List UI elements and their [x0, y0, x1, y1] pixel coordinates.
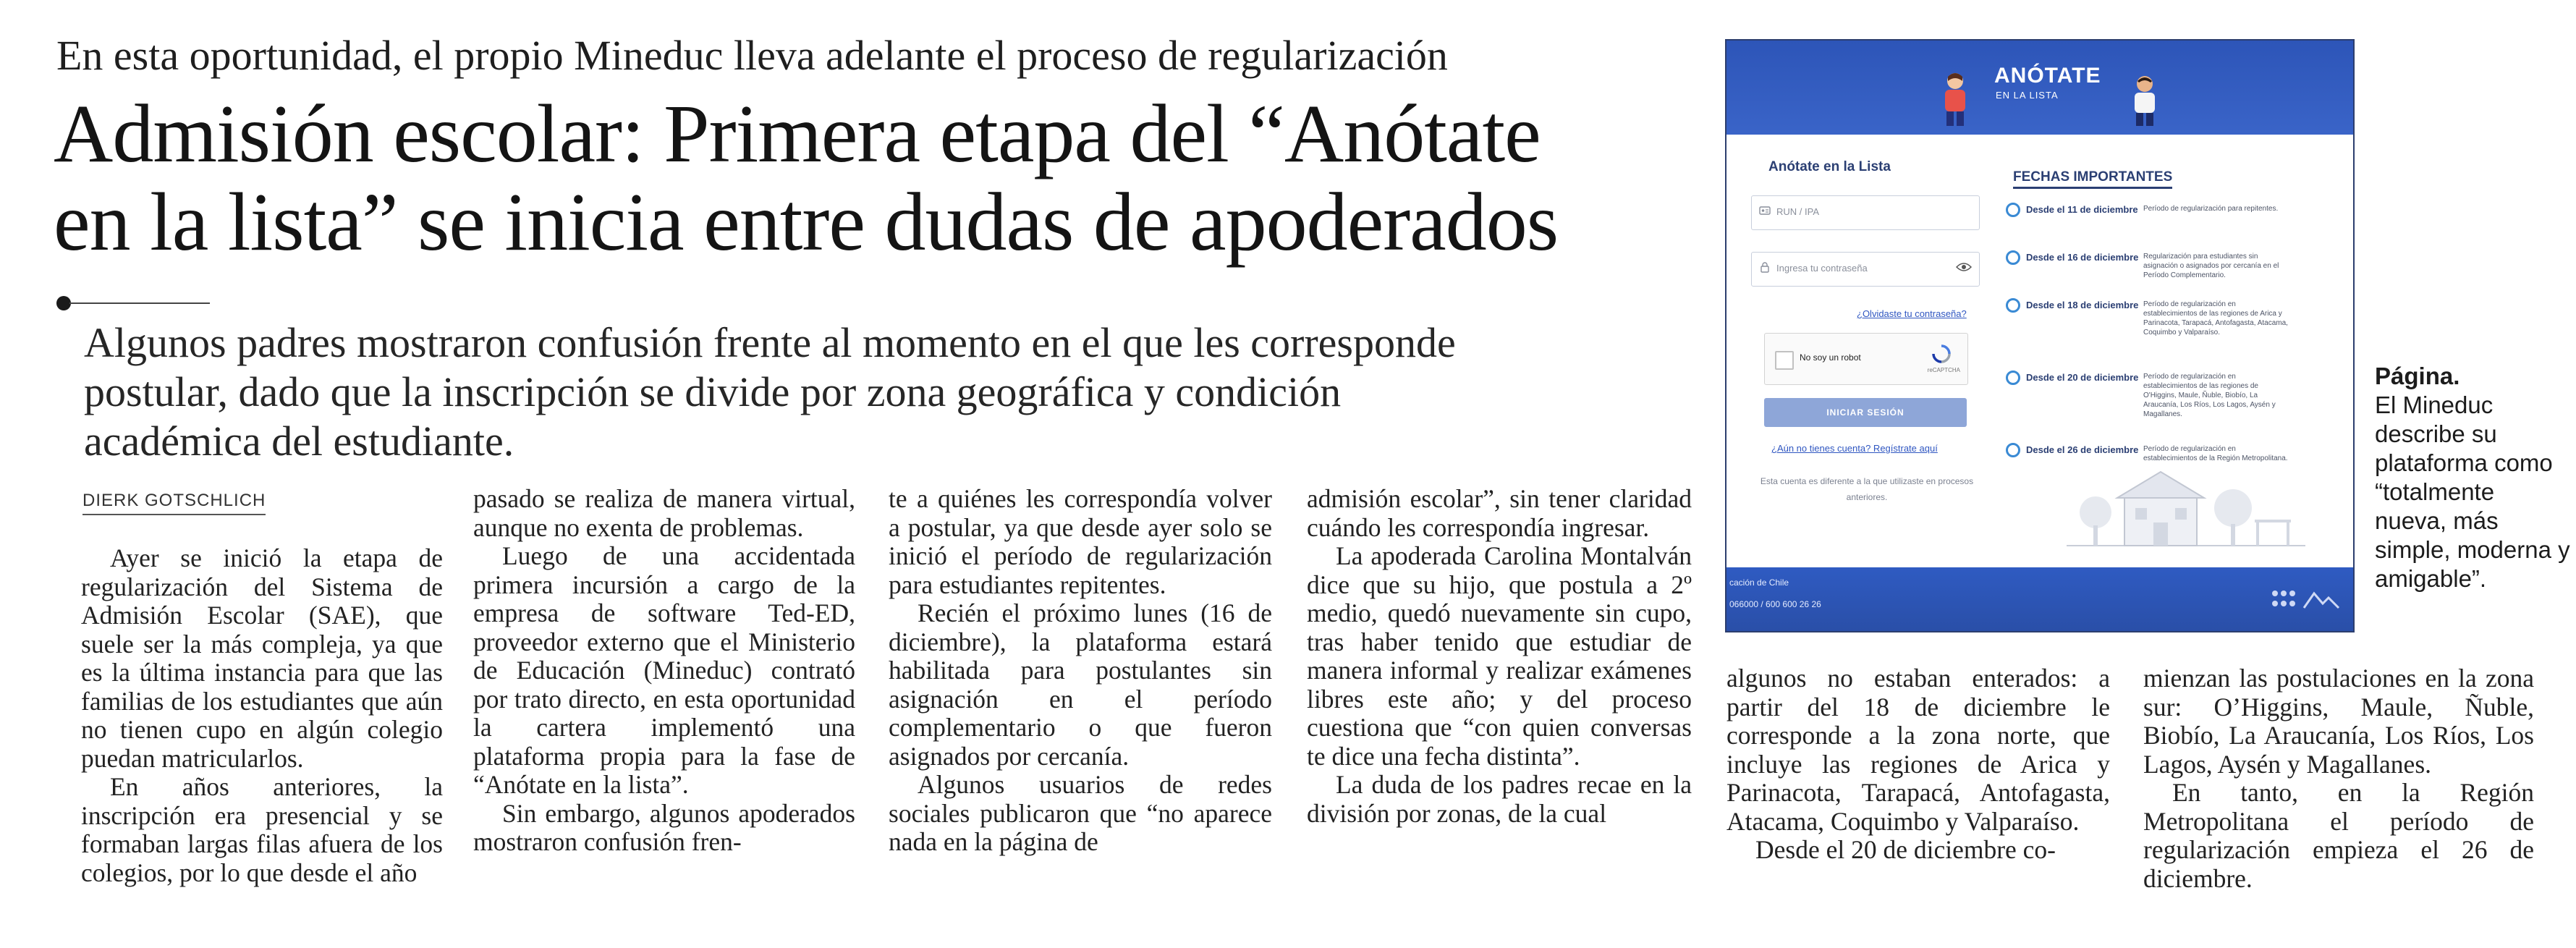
lock-icon	[1759, 261, 1771, 273]
student-figure-icon	[2124, 74, 2165, 127]
deck-line: Algunos padres mostraron confusión frente al momento en el que les corresponde	[84, 319, 1456, 366]
captcha-label: No soy un robot	[1800, 352, 1861, 363]
byline: DIERK GOTSCHLICH	[82, 491, 266, 515]
photo-caption	[2375, 362, 2570, 593]
article-deck	[84, 318, 1726, 466]
article-headline	[54, 90, 1740, 266]
forgot-password-link[interactable]: ¿Olvidaste tu contraseña?	[1857, 308, 1967, 319]
date-desc: Período de regularización en establecimientos de la Región Metropolitana.	[2143, 445, 2288, 462]
paragraph: En años anteriores, la inscripción era presencial y se formaban largas filas afuera de los colegios, por lo que desde el año	[81, 772, 443, 887]
caption-title: Página.	[2375, 363, 2460, 389]
paragraph: Luego de una accidentada primera incursión a cargo de la empresa de software Ted-ED, proveedor externo que el Ministerio de Educación (Mineduc) contrató por trato directo, en esta oportunidad la cartera implementó una plataforma propia para la fase de “Anótate en la lista”.	[473, 541, 855, 799]
paragraph: Desde el 20 de diciembre co-	[1755, 835, 2056, 864]
screenshot-footer	[1726, 567, 2353, 631]
paragraph: Recién el próximo lunes (16 de diciembre), la plataforma estará habilitada para postulantes sin asignación en el período complementario o que fueron asignados por cercanía.	[889, 598, 1272, 771]
paragraph: Sin embargo, algunos apoderados mostraron confusión fren-	[473, 798, 855, 856]
rut-placeholder: RUN / IPA	[1776, 206, 1819, 217]
paragraph: algunos no estaban enterados: a partir del 18 de diciembre le corresponde a la zona norte, que incluye las regiones de Arica y Parinacota, Tarapacá, Antofagasta, Atacama, Coquimbo y Valparaíso.	[1726, 664, 2110, 836]
anotate-logo-sub: EN LA LISTA	[1996, 90, 2059, 101]
deck-line: postular, dado que la inscripción se divide por zona geográfica y condición	[84, 368, 1342, 415]
article-kicker: En esta oportunidad, el propio Mineduc lleva adelante el proceso de regularización	[56, 32, 1448, 79]
paragraph: La duda de los padres recae en la división por zonas, de la cual	[1307, 770, 1692, 828]
date-label: Desde el 11 de diciembre	[2026, 204, 2138, 215]
eye-icon[interactable]	[1956, 262, 1972, 272]
student-figure-icon	[1935, 71, 1975, 127]
rule-dot	[56, 296, 71, 310]
account-note: Esta cuenta es diferente a la que utilizaste en procesos anteriores.	[1760, 476, 1974, 502]
body-column-5	[1726, 664, 2110, 865]
date-desc: Período de regularización en establecimientos de las regiones de Arica y Parinacota, Tarapacá, Antofagasta, Atacama, Coquimbo y Valparaíso.	[2143, 300, 2288, 337]
date-desc: Regularización para estudiantes sin asignación o asignados por cercanía en el Período Complementario.	[2143, 253, 2279, 279]
deck-line: académica del estudiante.	[84, 418, 514, 465]
captcha-checkbox[interactable]	[1775, 351, 1794, 370]
register-link[interactable]: ¿Aún no tienes cuenta? Regístrate aquí	[1771, 443, 1938, 454]
mineduc-logo-icon	[2269, 586, 2342, 612]
date-desc: Período de regularización para repitentes.	[2143, 205, 2279, 213]
body-column-3	[889, 485, 1272, 857]
screenshot-header	[1726, 41, 2353, 135]
date-label: Desde el 26 de diciembre	[2026, 444, 2139, 455]
paragraph: La apoderada Carolina Montalván dice que su hijo, que postula a 2º medio, quedó nuevamente sin cupo, tras haber tenido que estudiar de manera informal y realizar exámenes libres este año; y del proceso cuestiona que “con quien conversas te dice una fecha distinta”.	[1307, 541, 1692, 771]
body-column-4	[1307, 485, 1692, 828]
login-button[interactable]: INICIAR SESIÓN	[1764, 398, 1967, 427]
body-column-1	[81, 544, 443, 887]
clock-icon	[2006, 371, 2020, 385]
date-label: Desde el 20 de diciembre	[2026, 372, 2139, 383]
paragraph: Algunos usuarios de redes sociales publicaron que “no aparece nada en la página de	[889, 770, 1272, 856]
date-desc: Período de regularización en establecimientos de las regiones de O'Higgins, Maule, Ñuble, Biobío, La Araucanía, Los Ríos, Los Lagos, Aysén y Magallanes.	[2143, 373, 2276, 418]
password-placeholder: Ingresa tu contraseña	[1776, 263, 1868, 274]
headline-line: en la lista” se inicia entre dudas de apoderados	[54, 176, 1559, 268]
paragraph: te a quiénes les correspondía volver a postular, ya que desde ayer solo se inició el período de regularización para estudiantes repitentes.	[889, 484, 1272, 599]
body-column-2	[473, 485, 855, 857]
clock-icon	[2006, 250, 2020, 265]
caption-body: El Mineduc describe su plataforma como “totalmente nueva, más simple, moderna y amigable”.	[2375, 392, 2570, 592]
school-illustration-icon	[2067, 462, 2305, 549]
footer-phone: 066000 / 600 600 26 26	[1729, 599, 1821, 609]
headline-line: Admisión escolar: Primera etapa del “Anótate	[54, 88, 1541, 179]
paragraph: pasado se realiza de manera virtual, aunque no exenta de problemas.	[473, 484, 855, 542]
rule-line	[69, 302, 210, 304]
date-label: Desde el 18 de diciembre	[2026, 300, 2139, 310]
login-title: Anótate en la Lista	[1768, 159, 1891, 174]
recaptcha-icon	[1931, 344, 1952, 364]
rut-field[interactable]	[1751, 195, 1980, 230]
paragraph: Ayer se inició la etapa de regularización del Sistema de Admisión Escolar (SAE), que suele ser la más compleja, ya que es la última instancia para que las familias de los estudiantes que aún no tienen cupo en algún colegio puedan matricularlos.	[81, 543, 443, 773]
paragraph: En tanto, en la Región Metropolitana el período de regularización empieza el 26 de diciembre.	[2143, 778, 2534, 893]
platform-screenshot	[1725, 39, 2355, 632]
captcha-brand: reCAPTCHA	[1927, 367, 1960, 373]
password-field[interactable]	[1751, 252, 1980, 287]
paragraph: admisión escolar”, sin tener claridad cuándo les correspondía ingresar.	[1307, 484, 1692, 542]
recaptcha-widget[interactable]	[1764, 333, 1968, 385]
date-label: Desde el 16 de diciembre	[2026, 252, 2139, 263]
clock-icon	[2006, 203, 2020, 217]
footer-org: cación de Chile	[1729, 577, 1789, 588]
body-column-6	[2143, 664, 2534, 893]
anotate-logo: ANÓTATE	[1994, 64, 2101, 88]
id-card-icon	[1759, 205, 1771, 216]
fechas-title: FECHAS IMPORTANTES	[2013, 169, 2172, 189]
paragraph: mienzan las postulaciones en la zona sur: O’Higgins, Maule, Ñuble, Biobío, La Araucanía, Los Ríos, Los Lagos, Aysén y Magallanes.	[2143, 664, 2534, 779]
clock-icon	[2006, 298, 2020, 313]
clock-icon	[2006, 443, 2020, 457]
